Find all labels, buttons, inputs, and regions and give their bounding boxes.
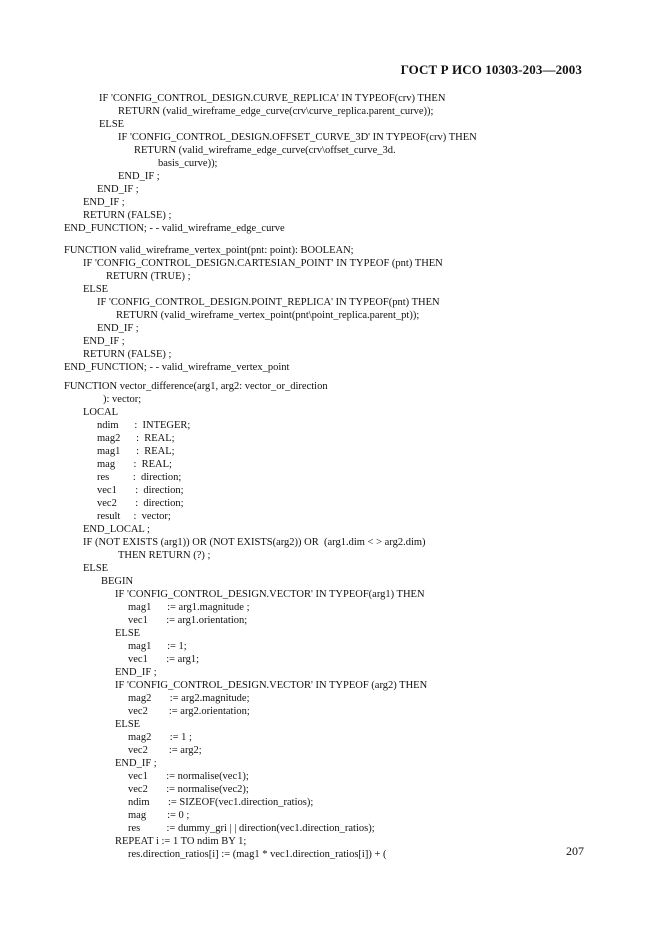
code-line: mag1 := 1; <box>128 641 187 652</box>
code-line: mag2 := arg2.magnitude; <box>128 693 250 704</box>
code-line: END_IF ; <box>97 323 139 334</box>
code-line: RETURN (FALSE) ; <box>83 210 172 221</box>
code-line: ELSE <box>115 628 141 639</box>
code-line: vec2 := arg2.orientation; <box>128 706 250 717</box>
code-line: vec2 := arg2; <box>128 745 202 756</box>
code-line: IF 'CONFIG_CONTROL_DESIGN.VECTOR' IN TYPEOF (arg2) THEN <box>115 680 428 691</box>
code-line: vec2 := normalise(vec2); <box>128 784 249 795</box>
code-line: mag1 := arg1.magnitude ; <box>128 602 250 613</box>
code-line: basis_curve)); <box>158 158 218 169</box>
code-line: RETURN (valid_wireframe_vertex_point(pnt\point_replica.parent_pt)); <box>116 310 420 321</box>
code-line: vec2 : direction; <box>97 498 184 509</box>
code-line: END_IF ; <box>115 667 157 678</box>
code-line: ELSE <box>83 284 109 295</box>
code-line: FUNCTION vector_difference(arg1, arg2: vector_or_direction <box>64 381 328 392</box>
code-line: ): vector; <box>103 394 142 405</box>
code-line: RETURN (valid_wireframe_edge_curve(crv\curve_replica.parent_curve)); <box>118 106 434 117</box>
code-line: mag := 0 ; <box>128 810 190 821</box>
document-header: ГОСТ Р ИСО 10303-203—2003 <box>400 62 582 77</box>
code-line: RETURN (valid_wireframe_edge_curve(crv\offset_curve_3d. <box>134 145 396 156</box>
code-line: result : vector; <box>97 511 171 522</box>
code-line: IF (NOT EXISTS (arg1)) OR (NOT EXISTS(arg2)) OR (arg1.dim < > arg2.dim) <box>83 537 426 548</box>
code-line: IF 'CONFIG_CONTROL_DESIGN.POINT_REPLICA' IN TYPEOF(pnt) THEN <box>97 297 440 308</box>
code-line: res.direction_ratios[i] := (mag1 * vec1.direction_ratios[i]) + ( <box>128 849 387 860</box>
code-line: IF 'CONFIG_CONTROL_DESIGN.OFFSET_CURVE_3D' IN TYPEOF(crv) THEN <box>118 132 477 143</box>
code-line: END_IF ; <box>83 336 125 347</box>
code-line: mag1 : REAL; <box>97 446 175 457</box>
code-line: IF 'CONFIG_CONTROL_DESIGN.CARTESIAN_POINT' IN TYPEOF (pnt) THEN <box>83 258 443 269</box>
code-line: RETURN (TRUE) ; <box>106 271 191 282</box>
code-line: ELSE <box>115 719 141 730</box>
code-line: mag2 : REAL; <box>97 433 175 444</box>
code-line: ndim := SIZEOF(vec1.direction_ratios); <box>128 797 314 808</box>
code-line: END_IF ; <box>118 171 160 182</box>
code-line: FUNCTION valid_wireframe_vertex_point(pnt: point): BOOLEAN; <box>64 245 354 256</box>
code-line: LOCAL <box>83 407 118 418</box>
code-line: REPEAT i := 1 TO ndim BY 1; <box>115 836 247 847</box>
code-line: END_FUNCTION; - - valid_wireframe_edge_curve <box>64 223 285 234</box>
code-line: ELSE <box>83 563 109 574</box>
code-line: vec1 := arg1.orientation; <box>128 615 248 626</box>
code-line: res : direction; <box>97 472 182 483</box>
code-line: vec1 := normalise(vec1); <box>128 771 249 782</box>
code-line: THEN RETURN (?) ; <box>118 550 211 561</box>
code-line: IF 'CONFIG_CONTROL_DESIGN.CURVE_REPLICA' IN TYPEOF(crv) THEN <box>99 93 446 104</box>
page-number: 207 <box>566 844 584 858</box>
code-line: END_IF ; <box>83 197 125 208</box>
code-line: vec1 : direction; <box>97 485 184 496</box>
code-line: mag : REAL; <box>97 459 172 470</box>
code-line: res := dummy_gri | | direction(vec1.direction_ratios); <box>128 823 375 834</box>
code-line: mag2 := 1 ; <box>128 732 192 743</box>
code-line: BEGIN <box>101 576 134 587</box>
code-line: END_IF ; <box>97 184 139 195</box>
code-line: vec1 := arg1; <box>128 654 200 665</box>
code-line: END_LOCAL ; <box>83 524 150 535</box>
code-line: END_IF ; <box>115 758 157 769</box>
code-line: ndim : INTEGER; <box>97 420 191 431</box>
code-line: ELSE <box>99 119 125 130</box>
code-line: END_FUNCTION; - - valid_wireframe_vertex_point <box>64 362 290 373</box>
code-line: RETURN (FALSE) ; <box>83 349 172 360</box>
code-line: IF 'CONFIG_CONTROL_DESIGN.VECTOR' IN TYPEOF(arg1) THEN <box>115 589 425 600</box>
